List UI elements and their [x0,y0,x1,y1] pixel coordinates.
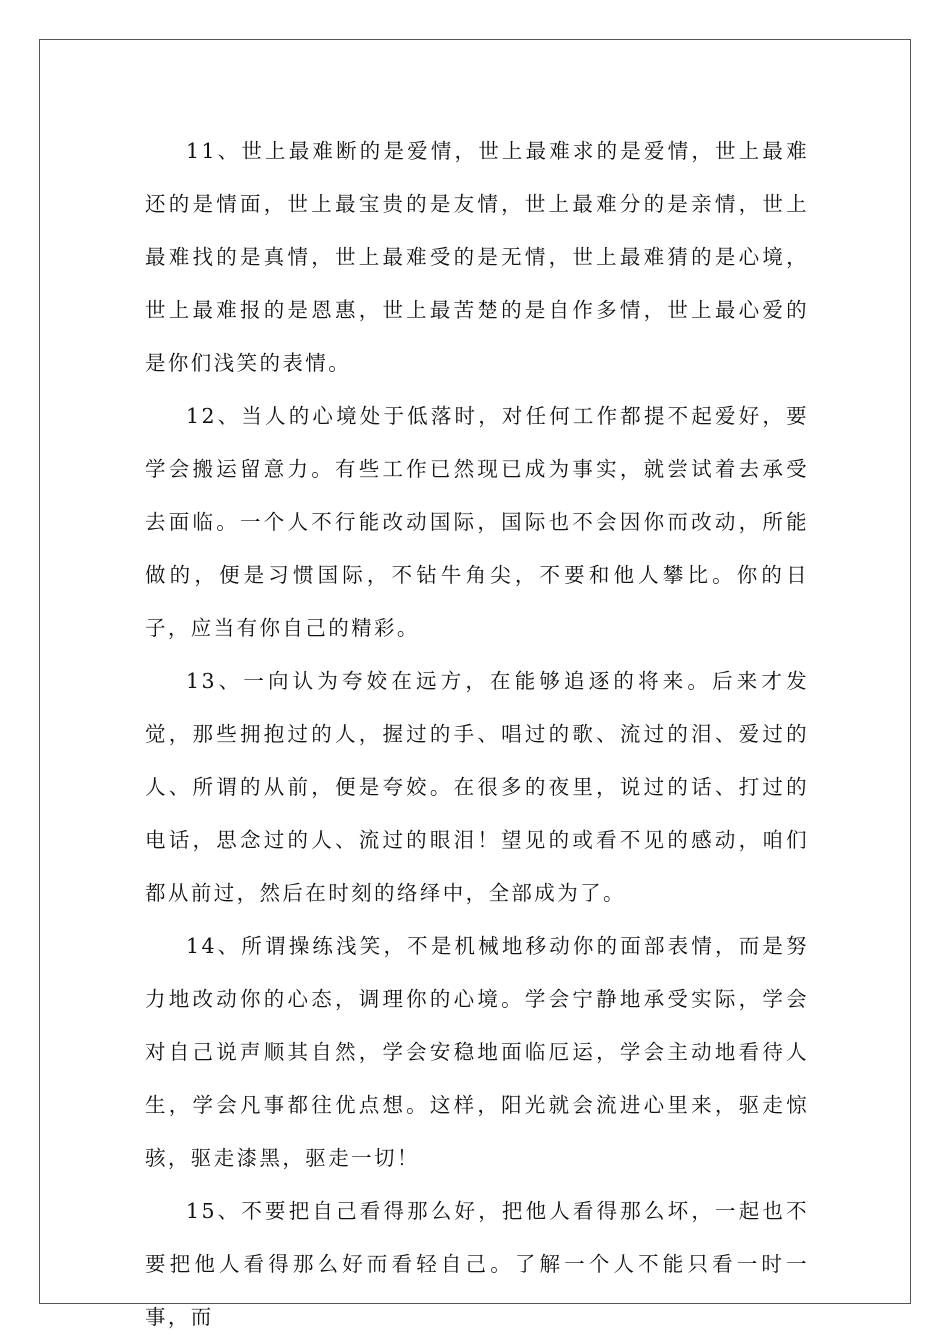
paragraph-11: 11、世上最难断的是爱情，世上最难求的是爱情，世上最难还的是情面，世上最宝贵的是友情，世上最难分的是亲情，世上最难找的是真情，世上最难受的是无情，世上最难猜的是心境，世上最难报的是恩惠，世上最苦楚的是自作多情，世上最心爱的是你们浅笑的表情。 [145,139,809,375]
paragraph-12: 12、当人的心境处于低落时，对任何工作都提不起爱好，要学会搬运留意力。有些工作已然现已成为事实，就尝试着去承受去面临。一个人不行能改动国际，国际也不会因你而改动，所能做的，便是习惯国际，不钻牛角尖，不要和他人攀比。你的日子，应当有你自己的精彩。 [145,404,809,640]
paragraph-15: 15、不要把自己看得那么好，把他人看得那么坏，一起也不要把他人看得那么好而看轻自己。了解一个人不能只看一时一事，而 [145,1199,809,1329]
document-body [145,125,809,1344]
paragraph-14: 14、所谓操练浅笑，不是机械地移动你的面部表情，而是努力地改动你的心态，调理你的心境。学会宁静地承受实际，学会对自己说声顺其自然，学会安稳地面临厄运，学会主动地看待人生，学会凡事都往优点想。这样，阳光就会流进心里来，驱走惊骇，驱走漆黑，驱走一切！ [145,934,809,1170]
paragraph-13: 13、一向认为夸姣在远方，在能够追逐的将来。后来才发觉，那些拥抱过的人，握过的手、唱过的歌、流过的泪、爱过的人、所谓的从前，便是夸姣。在很多的夜里，说过的话、打过的电话，思念过的人、流过的眼泪！望见的或看不见的感动，咱们都从前过，然后在时刻的络绎中，全部成为了。 [145,669,809,905]
